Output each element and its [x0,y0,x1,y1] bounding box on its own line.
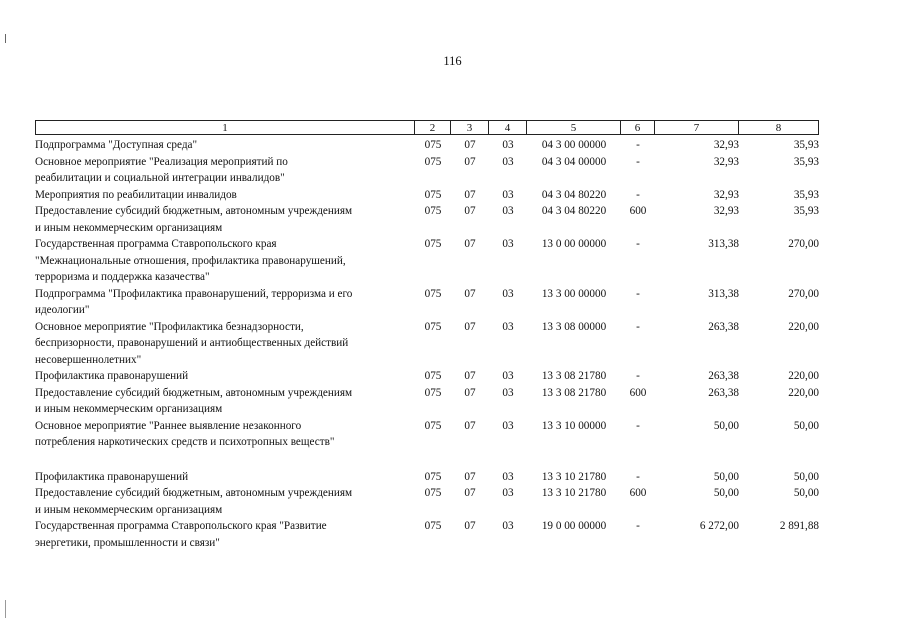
cell-col-6: 600 [629,487,647,499]
row-name: Основное мероприятие "Реализация мероприятий по реабилитации и социальной интеграции инвалидов" [35,155,288,184]
cell-col-8: 270,00 [788,238,819,250]
cell-col-2: 075 [424,520,442,532]
cell-col-5: 13 3 10 00000 [541,419,607,432]
table-row [35,203,819,236]
page-number: 116 [443,54,462,68]
table-row [35,368,819,385]
cell-col-4: 03 [502,287,514,300]
cell-col-8: 270,00 [788,287,819,300]
cell-col-3: 07 [464,287,476,300]
cell-col-6: 600 [629,205,647,217]
cell-col-4: 03 [502,320,514,333]
cell-col-3: 07 [464,155,476,168]
cell-col-4: 03 [502,155,514,168]
cell-col-8: 220,00 [788,386,819,399]
table-row [35,385,819,418]
cell-col-5: 04 3 00 00000 [541,139,607,151]
cell-col-6: - [636,238,640,250]
cell-col-4: 03 [502,370,514,382]
table-row [35,518,819,551]
table-row [35,236,819,286]
row-name: Профилактика правонарушений [35,470,189,483]
table-row [35,319,819,369]
cell-col-7: 32,93 [713,155,739,168]
cell-col-6: - [636,520,640,532]
cell-col-2: 075 [424,205,442,217]
cell-col-2: 075 [424,419,442,432]
cell-col-5: 13 3 10 21780 [541,470,607,483]
cell-col-3: 07 [464,370,476,382]
cell-col-3: 07 [464,238,476,250]
table-row [35,187,819,204]
table-body [35,137,819,551]
cell-col-2: 075 [424,155,442,168]
cell-col-5: 13 0 00 00000 [541,238,607,250]
header-col-3: 3 [451,120,489,135]
row-name: Подпрограмма "Доступная среда" [35,139,198,151]
header-col-8: 8 [739,120,819,135]
scan-mark [5,34,6,43]
cell-col-3: 07 [464,139,476,151]
cell-col-6: 600 [629,386,647,399]
cell-col-7: 32,93 [713,205,739,217]
cell-col-4: 03 [502,470,514,483]
cell-col-3: 07 [464,188,476,201]
cell-col-3: 07 [464,205,476,217]
row-name: Мероприятия по реабилитации инвалидов [35,188,237,201]
cell-col-5: 13 3 08 00000 [541,320,607,333]
cell-col-8: 220,00 [788,320,819,333]
cell-col-5: 13 3 00 00000 [541,287,607,300]
cell-col-2: 075 [424,188,442,201]
row-name: Предоставление субсидий бюджетным, автономным учреждениям и иным некоммерческим организациям [35,487,353,516]
cell-col-4: 03 [502,487,514,499]
cell-col-2: 075 [424,370,442,382]
cell-col-2: 075 [424,139,442,151]
cell-col-3: 07 [464,520,476,532]
cell-col-7: 313,38 [708,287,739,300]
header-col-2: 2 [415,120,451,135]
table-row [35,286,819,319]
cell-col-2: 075 [424,287,442,300]
cell-col-2: 075 [424,320,442,333]
cell-col-4: 03 [502,520,514,532]
header-col-1: 1 [35,120,415,135]
cell-col-3: 07 [464,386,476,399]
cell-col-7: 50,00 [713,487,739,499]
cell-col-5: 13 3 08 21780 [541,370,607,382]
cell-col-3: 07 [464,470,476,483]
cell-col-3: 07 [464,419,476,432]
cell-col-3: 07 [464,320,476,333]
cell-col-7: 50,00 [713,419,739,432]
cell-col-6: - [636,155,640,168]
table-row [35,485,819,518]
table-header [35,120,819,136]
row-spacer [35,451,819,469]
row-name: Подпрограмма "Профилактика правонарушений, терроризма и его идеологии" [35,287,353,316]
cell-col-4: 03 [502,238,514,250]
cell-col-6: - [636,419,640,432]
cell-col-2: 075 [424,487,442,499]
cell-col-8: 35,93 [793,205,819,217]
cell-col-4: 03 [502,386,514,399]
table-row [35,137,819,154]
row-name: Основное мероприятие "Профилактика безнадзорности, беспризорности, правонарушений и антиобщественных действий несовершеннолетних" [35,320,349,366]
cell-col-8: 50,00 [793,470,819,483]
cell-col-7: 32,93 [713,139,739,151]
cell-col-4: 03 [502,205,514,217]
cell-col-4: 03 [502,188,514,201]
cell-col-7: 32,93 [713,188,739,201]
cell-col-4: 03 [502,419,514,432]
header-col-5: 5 [527,120,621,135]
cell-col-7: 263,38 [708,386,739,399]
cell-col-7: 50,00 [713,470,739,483]
cell-col-6: - [636,188,640,201]
cell-col-8: 35,93 [793,155,819,168]
cell-col-8: 35,93 [793,188,819,201]
cell-col-7: 313,38 [708,238,739,250]
cell-col-6: - [636,370,640,382]
cell-col-8: 2 891,88 [779,520,819,532]
row-name: Основное мероприятие "Раннее выявление незаконного потребления наркотических средств и психотропных веществ" [35,419,335,448]
cell-col-7: 6 272,00 [699,520,739,532]
cell-col-2: 075 [424,470,442,483]
cell-col-4: 03 [502,139,514,151]
table-row [35,418,819,451]
cell-col-7: 263,38 [708,370,739,382]
cell-col-5: 04 3 04 00000 [541,155,607,168]
row-name: Предоставление субсидий бюджетным, автономным учреждениям и иным некоммерческим организациям [35,205,353,234]
cell-col-6: - [636,287,640,300]
table-row [35,469,819,486]
cell-col-8: 220,00 [788,370,819,382]
cell-col-2: 075 [424,386,442,399]
cell-col-5: 13 3 10 21780 [541,487,607,499]
cell-col-5: 19 0 00 00000 [541,520,607,532]
row-name: Государственная программа Ставропольского края "Межнациональные отношения, профилактика правонарушений, терроризма и поддержка казачества" [35,238,346,283]
cell-col-8: 35,93 [793,139,819,151]
cell-col-6: - [636,320,640,333]
table-row [35,154,819,187]
cell-col-8: 50,00 [793,419,819,432]
cell-col-5: 04 3 04 80220 [541,188,607,201]
cell-col-6: - [636,139,640,151]
cell-col-5: 13 3 08 21780 [541,386,607,399]
header-col-4: 4 [489,120,527,135]
cell-col-8: 50,00 [793,487,819,499]
cell-col-2: 075 [424,238,442,250]
row-name: Профилактика правонарушений [35,370,189,382]
cell-col-7: 263,38 [708,320,739,333]
cell-col-6: - [636,470,640,483]
scan-mark [5,600,6,618]
header-col-6: 6 [621,120,655,135]
cell-col-3: 07 [464,487,476,499]
row-name: Предоставление субсидий бюджетным, автономным учреждениям и иным некоммерческим организациям [35,386,353,415]
header-col-7: 7 [655,120,739,135]
cell-col-5: 04 3 04 80220 [541,205,607,217]
row-name: Государственная программа Ставропольского края "Развитие энергетики, промышленности и связи" [35,520,327,549]
